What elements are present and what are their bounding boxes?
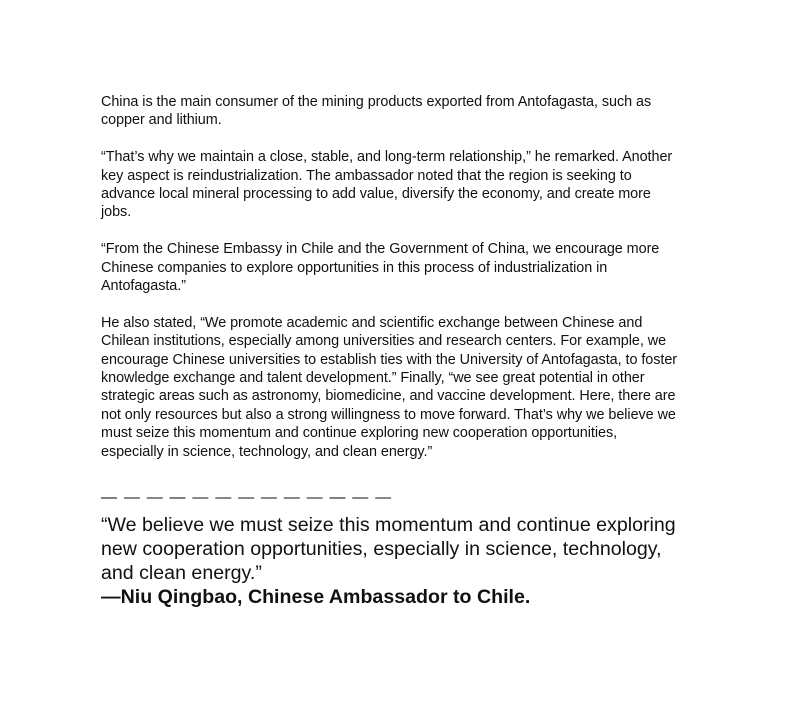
paragraph-mining-consumer: China is the main consumer of the mining products exported from Antofagasta, such as copper and lithium.	[101, 94, 652, 129]
quote-attribution: —Niu Qingbao, Chinese Ambassador to Chile.	[101, 586, 531, 609]
section-divider: — — — — — — — — — — — — —	[101, 489, 393, 507]
pull-quote: “We believe we must seize this momentum and continue exploring new cooperation opportunities, especially in science, technology, and clean energy.”	[101, 514, 676, 585]
article-body	[101, 93, 681, 609]
paragraph-embassy: “From the Chinese Embassy in Chile and the Government of China, we encourage more Chinese companies to explore opportunities in this process of industrialization in Antofagasta.”	[101, 241, 660, 295]
paragraph-relationship: “That’s why we maintain a close, stable, and long-term relationship,” he remarked. Another key aspect is reindustrialization. The ambassador noted that the region is seeking to advance local mineral processing to add value, diversify the economy, and create more jobs.	[101, 149, 673, 221]
paragraph-academic-exchange: He also stated, “We promote academic and scientific exchange between Chinese and Chilean institutions, especially among universities and research centers. For example, we encourage Chinese universities to establish ties with the University of Antofagasta, to foster knowledge exchange and talent development.” Finally, “we see great potential in other strategic areas such as astronomy, biomedicine, and vaccine development. Here, there are not only resources but also a strong willingness to move forward. That’s why we believe we must seize this momentum and continue exploring new cooperation opportunities, especially in science, technology, and clean energy.”	[101, 314, 678, 460]
